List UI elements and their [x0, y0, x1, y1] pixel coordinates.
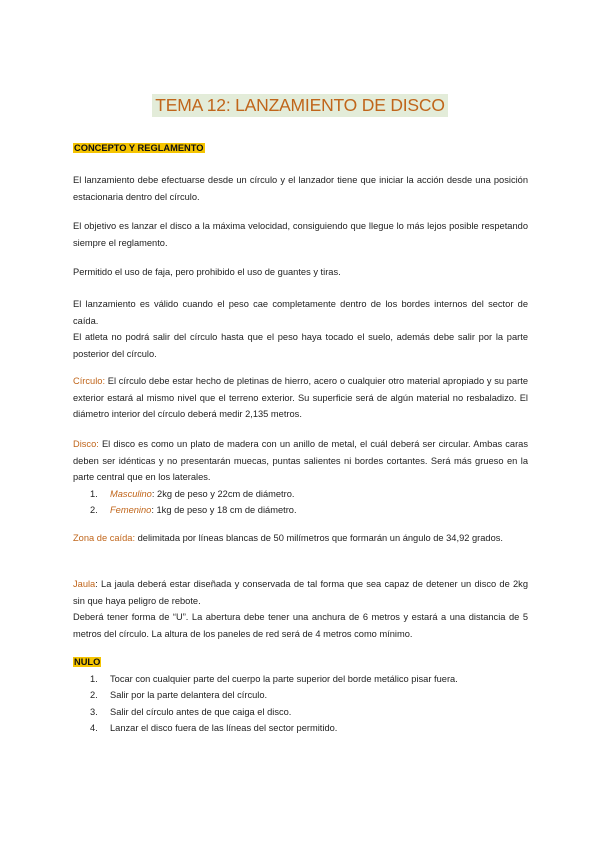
disco-text: El disco es como un plato de madera con un anillo de metal, el cuál deberá ser circular. Ambas caras deben ser idénticas y no presentarán muecas, puntas salientes ni bordes cortantes. Será más grueso en la parte central que en los laterales. — [73, 439, 528, 482]
list-item — [73, 671, 528, 688]
section-nulo — [73, 654, 528, 737]
list-item-number: 2. — [90, 690, 98, 700]
title-wrapper — [0, 94, 600, 117]
section-jaula — [73, 576, 528, 642]
section-disco — [73, 436, 528, 519]
paragraph-jaula-2: Deberá tener forma de “U”. La abertura debe tener una anchura de 6 metros y estará a una distancia de 5 metros del círculo. La altura de los paneles de red será de 4 metros como mínimo. — [73, 612, 528, 639]
list-item — [73, 502, 528, 519]
list-item-text: : 2kg de peso y 22cm de diámetro. — [151, 488, 295, 499]
list-item — [73, 704, 528, 721]
nulo-list — [73, 671, 528, 737]
paragraph-circulo-intro: El lanzamiento debe efectuarse desde un círculo y el lanzador tiene que iniciar la acción desde una posición estacionaria dentro del círculo. — [73, 175, 528, 202]
list-item-label: Masculino — [110, 488, 152, 499]
list-item — [73, 687, 528, 704]
circulo-text: El círculo debe estar hecho de pletinas de hierro, acero o cualquier otro material apropiado y su parte exterior estará al mismo nivel que el terreno exterior. Su superficie será de algún material no resbaladizo. El diámetro interior del círculo deberá medir 2,135 metros. — [73, 376, 528, 419]
disco-list — [73, 486, 528, 519]
list-item-number: 4. — [90, 723, 98, 733]
list-item-number: 1. — [90, 673, 98, 684]
paragraph-validez-1: El lanzamiento es válido cuando el peso cae completamente dentro de los bordes internos del sector de caída. — [73, 299, 528, 326]
list-item — [73, 486, 528, 503]
list-item-text: Tocar con cualquier parte del cuerpo la parte superior del borde metálico pisar fuera. — [110, 673, 458, 684]
section-heading-nulo: NULO — [74, 657, 101, 667]
list-item-number: 2. — [90, 505, 98, 515]
list-item-number: 3. — [90, 706, 98, 717]
jaula-text-1: : La jaula deberá estar diseñada y conservada de tal forma que sea capaz de detener un disco de 2kg sin que haya peligro de rebote. — [73, 579, 528, 606]
list-item-text: Salir por la parte delantera del círculo. — [110, 690, 268, 700]
paragraph-objetivo: El objetivo es lanzar el disco a la máxima velocidad, consiguiendo que llegue lo más lejos posible respetando siempre el reglamento. — [73, 221, 528, 248]
paragraph-jaula-1 — [73, 576, 528, 609]
list-item — [73, 720, 528, 737]
paragraph-circulo — [73, 373, 528, 423]
section-heading-concepto-label: CONCEPTO Y REGLAMENTO — [74, 143, 204, 153]
paragraph-zona-caida — [73, 530, 528, 547]
page-title: TEMA 12: LANZAMIENTO DE DISCO — [152, 94, 448, 117]
circulo-label: Círculo: — [73, 376, 106, 386]
paragraph-disco — [73, 436, 528, 486]
section-heading-concepto — [73, 140, 528, 157]
paragraph-faja: Permitido el uso de faja, pero prohibido el uso de guantes y tiras. — [73, 267, 341, 277]
list-item-text: Lanzar el disco fuera de las líneas del sector permitido. — [110, 723, 338, 733]
disco-label: Disco: — [73, 439, 99, 449]
paragraph-validez — [73, 296, 528, 362]
list-item-number: 1. — [90, 488, 98, 499]
zona-label: Zona de caída: — [73, 533, 136, 543]
list-item-label: Femenino — [110, 505, 152, 515]
zona-text: delimitada por líneas blancas de 50 milímetros que formarán un ángulo de 34,92 grados. — [135, 533, 503, 543]
list-item-text: Salir del círculo antes de que caiga el disco. — [110, 706, 292, 717]
list-item-text: : 1kg de peso y 18 cm de diámetro. — [151, 505, 297, 515]
jaula-label: Jaula — [73, 579, 96, 589]
nulo-heading-row — [73, 654, 528, 671]
paragraph-validez-2: El atleta no podrá salir del círculo hasta que el peso haya tocado el suelo, además debe salir por la parte posterior del círculo. — [73, 332, 528, 359]
